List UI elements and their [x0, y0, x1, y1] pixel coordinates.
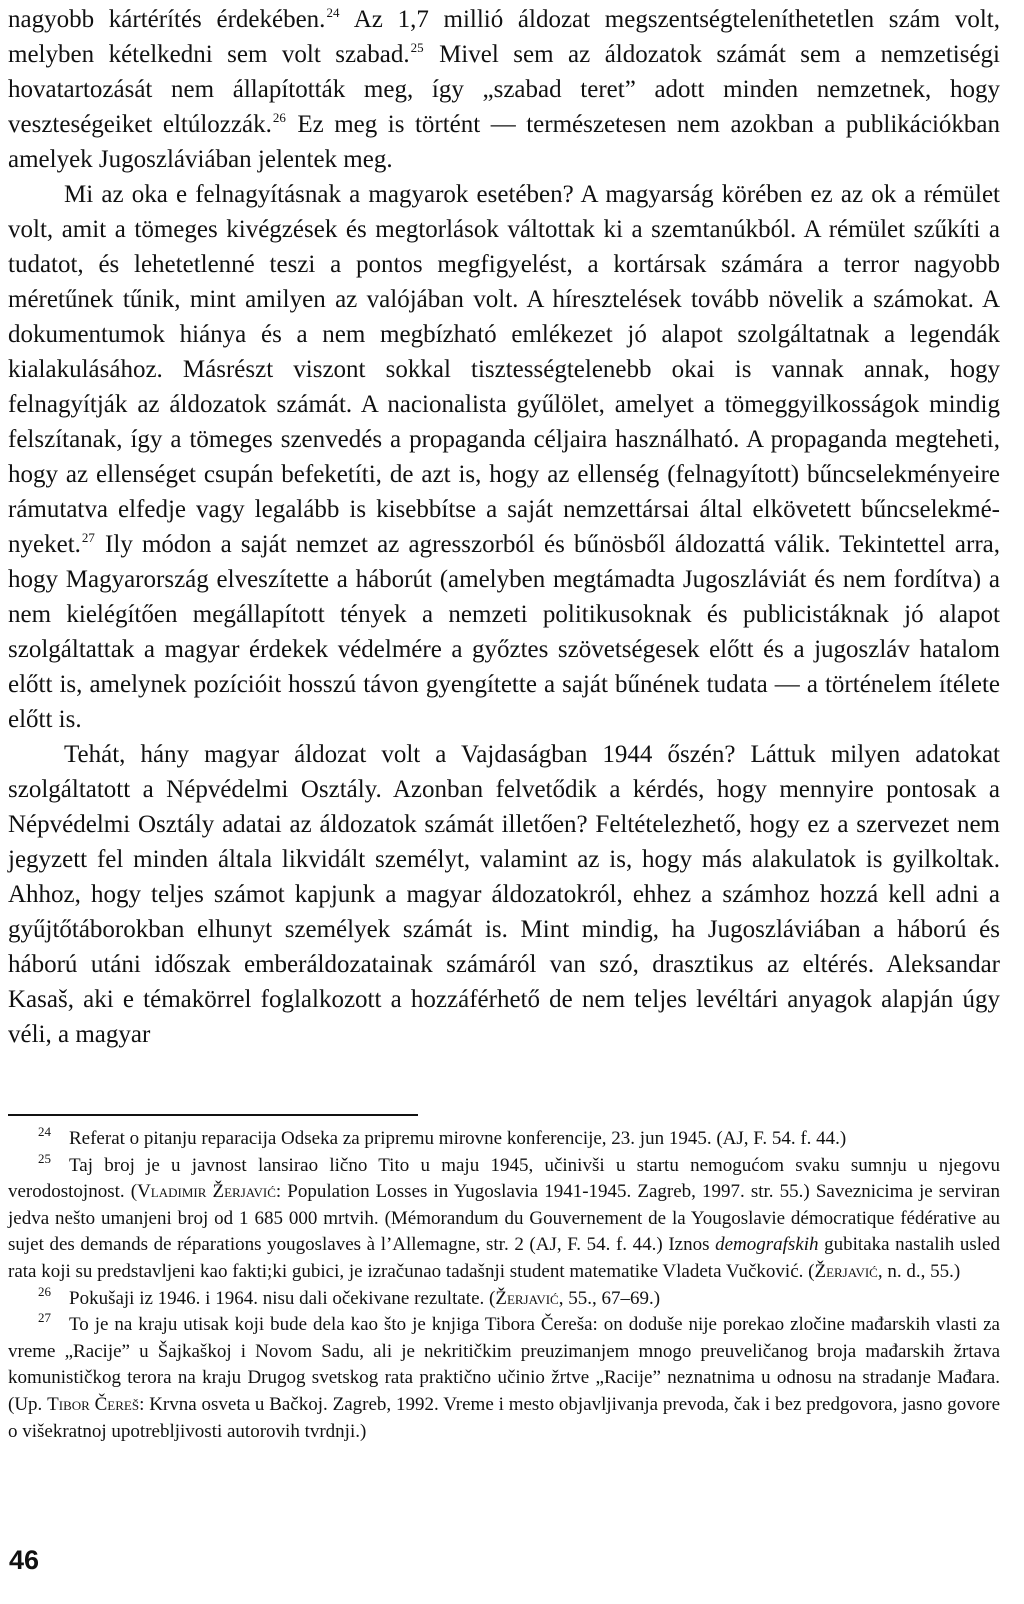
footnote-separator	[8, 1114, 418, 1116]
footnote	[8, 1283, 1000, 1313]
text-run: , 55., 67–69.)	[558, 1287, 661, 1309]
main-text	[8, 2, 1000, 1052]
footnote-reference: 27	[81, 530, 95, 545]
footnote-number: 27	[38, 1310, 51, 1326]
text-run: Taj broj je u javnost lansirao lično Tito u maju 1945, učinivši u startu nemogućom svaku sumnju u njegovu verodostojnost. (	[8, 1154, 1000, 1203]
text-run: Tehát, hány magyar áldozat volt a Vajdaságban 1944 őszén? Láttuk milyen adatokat szolgáltatott a Népvédelmi Osztály. Azonban felvetődik a kérdés, hogy mennyire pontosak a Népvédelmi Osztály adatai az áldozatok számát illetően? Feltételezhető, hogy ez a szervezet nem jegyzett fel minden általa likvidált személyt, valamint az is, hogy más alakulatok is gyilkoltak. Ahhoz, hogy teljes számot kapjunk a magyar áldozatokról, ehhez a számhoz hozzá kell adni a gyűjtőtáborokban elhunyt személyek számát is. Mint mindig, ha Jugoszláviában a háború és háború utáni időszak emberáldozatainak számáról van szó, drasztikus az eltérés. Aleksandar Kasaš, aki e témakörrel foglalkozott a hozzáférhető de nem teljes levéltári anyagok alapján úgy véli, a magyar	[8, 741, 1000, 1048]
text-run: Mivel sem az áldozatok számát sem a nemzetiségi hovatartozását nem állapították meg, így „szabad teret” adott minden nemzetnek, hogy veszteségeiket eltúlozzák.	[8, 41, 1000, 138]
text-run: , n. d., 55.)	[877, 1260, 961, 1282]
text-run: Ily módon a saját nemzet az agresszorból és bűnösből áldozattá válik. Tekintettel arra, hogy Magyarország elveszítette a háborút (amelyben megtámadta Jugoszláviát és nem fordítva) a nem kielégítően megállapított tények a nemzeti politikusoknak és publicistáknak jó alapot szolgáltattak a magyar érdekek védelmére a győztes szövetségesek előtt és a jugoszláv hatalom előtt is, amelynek pozícióit hosszú távon gyengítette a saját bűnének tudata — a történelem ítélete előtt is.	[8, 531, 1000, 733]
footnote	[8, 1126, 1000, 1153]
text-run: To je na kraju utisak koji bude dela kao što je knjiga Tibora Čereša: on doduše nije porekao zločine mađarskih vlasti za vreme „Racije” u Šajkaškoj i Novom Sadu, ali je nekritičkim preuzimanjem mnogo preuveličanog broja mađarskih žrtava komunističkog terora na kraju Drugog svetskog rata praktično učinio žrtve „Racije” neznatnima u odnosu na stradanje Mađara. (Up.	[8, 1314, 1000, 1415]
author-name: Tibor Čereš	[47, 1393, 140, 1415]
author-name: Vladimir Žerjavić	[137, 1181, 276, 1203]
text-run: Referat o pitanju reparacija Odseka za pripremu mirovne konferencije, 23. jun 1945. (AJ, F. 54. f. 44.)	[69, 1128, 847, 1149]
paragraph	[8, 2, 1000, 177]
footnote	[8, 1150, 1000, 1286]
page-number: 46	[9, 1545, 40, 1575]
text-run: nagyobb kártérítés érdekében.	[8, 6, 326, 33]
italic-text: demografskih	[715, 1234, 819, 1256]
paragraph	[8, 177, 1000, 737]
footnote-reference: 25	[410, 40, 424, 55]
footnote-reference: 24	[326, 5, 340, 20]
text-run: Ez meg is történt — természetesen nem azokban a publikációkban amelyek Jugoszláviában jelentek meg.	[8, 111, 1000, 173]
author-name: Žerjavić	[814, 1260, 878, 1282]
text-run: gubitaka nastalih usled rata koji su predstavljeni kao fakti;ki gubici, je izračunao tadašnji student matematike Vladeta Vučković. (	[8, 1234, 1000, 1282]
text-run: Pokušaji iz 1946. i 1964. nisu dali očekivane rezultate. (	[69, 1287, 496, 1309]
author-name: Žerjavić	[495, 1287, 559, 1309]
text-run: Mi az oka e felnagyításnak a magyarok esetében? A magyarság körében ez az ok a rémület volt, amit a tömeges kivégzések és megtorlások váltottak ki a szemtanúkból. A rémület szűkíti a tudatot, és lehetetlenné teszi a pontos megfigyelést, a kortársak számára a terror nagyobb méretűnek tűnik, mint amilyen az valójában volt. A híresztelések tovább növelik a számokat. A dokumentumok hiánya és a nem megbízható emlékezet jó alapot szolgáltatnak a legendák kialakulásához. Másrészt viszont sokkal tisztességtelenebb okai is vannak annak, hogy felnagyítják az áldozatok számát. A nacionalista gyűlölet, amelyet a tömeggyilkosságok mindig felszítanak, így a tömeges szenvedés a propaganda céljaira használható. A propaganda megteheti, hogy az ellenséget csupán befeketíti, de azt is, hogy az ellenség (felnagyított) bűncselekményeire rámutatva elfedje vagy legalább is kisebbítse a saját nemzettársai által elkövetett bűncselekményeket.	[8, 181, 1000, 558]
text-run: Az 1,7 millió áldozat megszentségteleníthetetlen szám volt, melyben kételkedni sem volt szabad.	[8, 6, 1001, 68]
footnotes	[8, 1126, 1000, 1445]
text-run: : Krvna osveta u Bačkoj. Zagreb, 1992. Vreme i mesto objavljivanja prevoda, čak i bez predgovora, jasno govore o višekratnoj upotrebljivosti autorovih tvrdnji.)	[8, 1393, 1000, 1442]
footnote-number: 26	[38, 1283, 51, 1299]
footnote-reference: 26	[272, 110, 286, 125]
paragraph	[8, 737, 1000, 1052]
text-run: : Population Losses in Yugoslavia 1941-1945. Zagreb, 1997. str. 55.) Saveznicima je serviran jedva nešto umanjeni broj od 1 685 000 mrtvih. (Mémorandum du Gouvernement de la Yougoslavie démocratique fédérative au sujet des demands de réparations yougoslaves à l’Allemagne, str. 2 (AJ, F. 54. f. 44.) Iznos	[8, 1181, 1000, 1256]
footnote-number: 24	[38, 1124, 51, 1139]
footnote	[8, 1312, 1000, 1445]
footnote-number: 25	[38, 1150, 51, 1166]
